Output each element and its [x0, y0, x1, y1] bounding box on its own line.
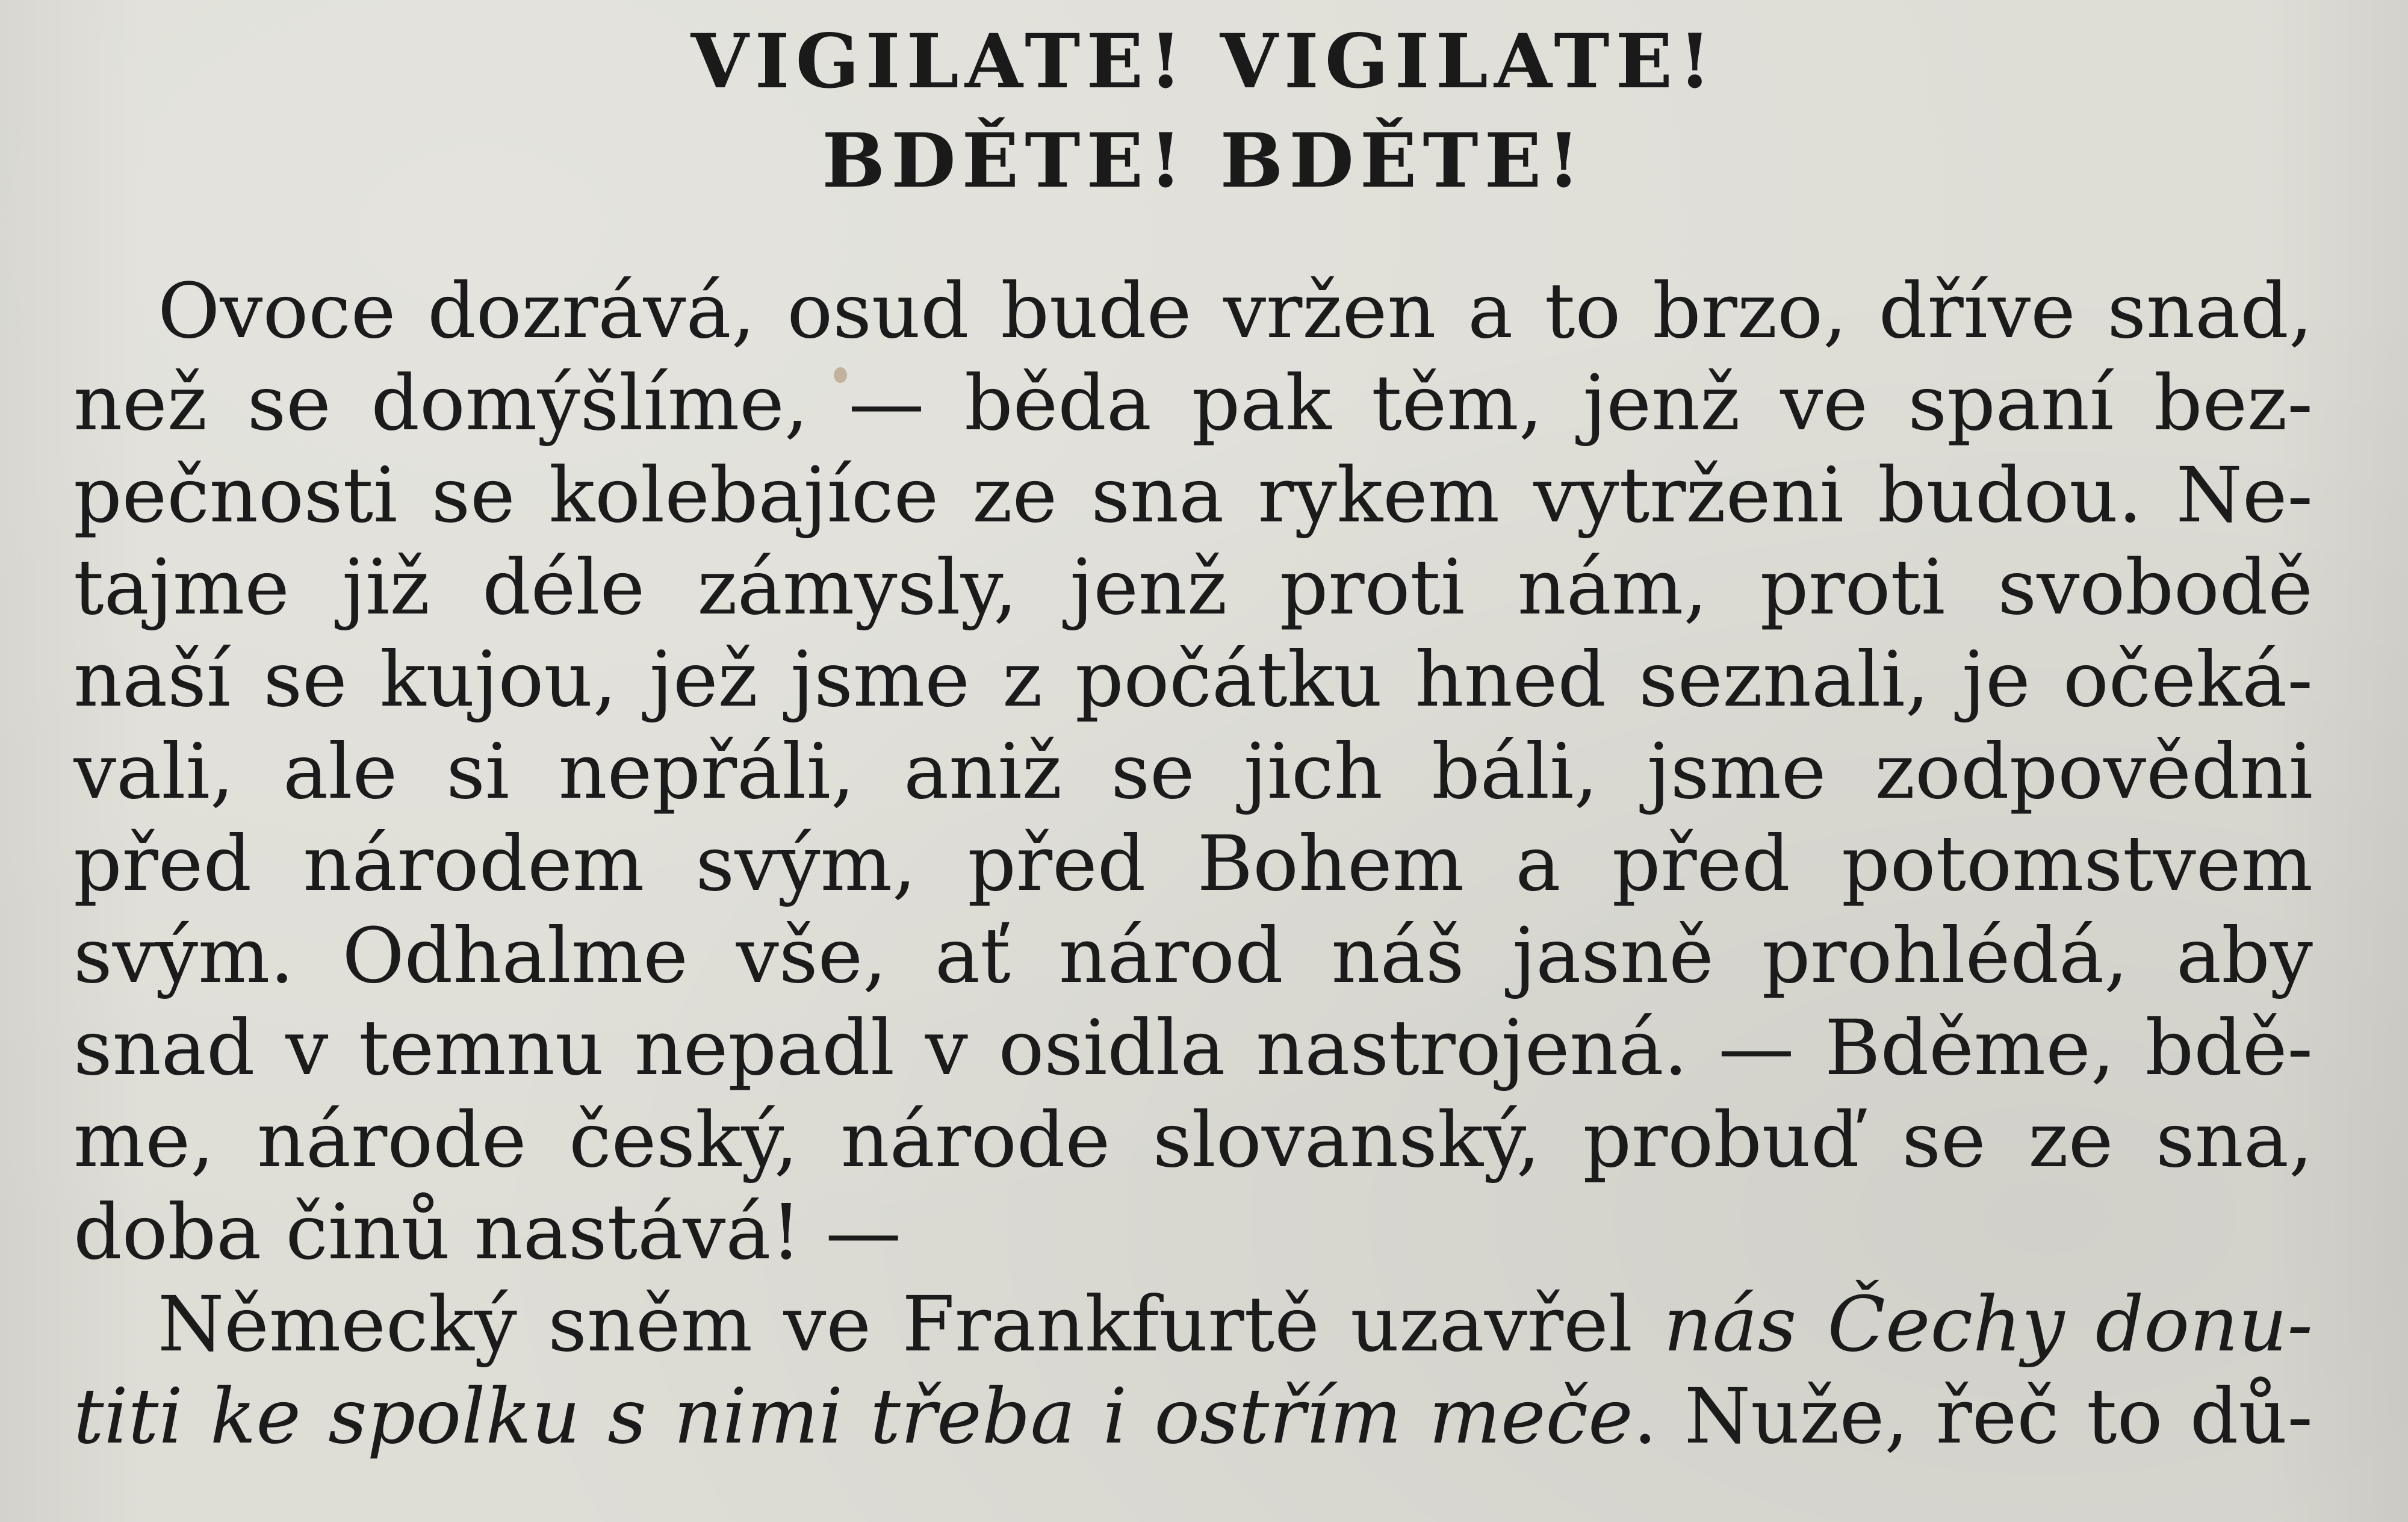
text-line: před národem svým, před Bohem a před potomstvem	[73, 819, 2313, 908]
text-line: naší se kujou, jež jsme z počátku hned seznali, je očeká-	[73, 635, 2313, 724]
body-text	[73, 265, 2313, 1462]
text-line: snad v temnu nepadl v osidla nastrojená. — Bděme, bdě-	[73, 1004, 2313, 1092]
text-line: tajme již déle zámysly, jenž proti nám, proti svobodě	[73, 543, 2313, 632]
heading-czech: BDĚTE! BDĚTE!	[822, 117, 1586, 205]
text-line	[73, 1370, 2313, 1462]
text-italic: nás Čechy donu-	[1663, 1280, 2313, 1368]
text-line: Ovoce dozrává, osud bude vržen a to brzo, dříve snad,	[158, 267, 2313, 355]
text-line: vali, ale si nepřáli, aniž se jich báli, jsme zodpovědni	[73, 727, 2313, 816]
text-line: pečnosti se kolebajíce ze sna rykem vytrženi budou. Ne-	[73, 451, 2313, 539]
text-line: než se domýšlíme, — běda pak těm, jenž ve spaní bez-	[73, 359, 2313, 447]
text-line	[73, 1278, 2313, 1370]
text-line: svým. Odhalme vše, ať národ náš jasně prohlédá, aby	[73, 912, 2313, 1000]
text-line: doba činů nastává! —	[73, 1188, 902, 1276]
text-regular: Německý sněm ve Frankfurtě uzavřel	[158, 1280, 1664, 1368]
text-italic: titi ke spolku s nimi třeba i ostřím meče	[73, 1372, 1633, 1461]
text-regular: . Nuže, řeč to dů-	[1633, 1372, 2313, 1461]
text-line: me, národe český, národe slovanský, probuď se ze sna,	[73, 1096, 2313, 1184]
heading-latin: VIGILATE! VIGILATE!	[690, 18, 1718, 105]
